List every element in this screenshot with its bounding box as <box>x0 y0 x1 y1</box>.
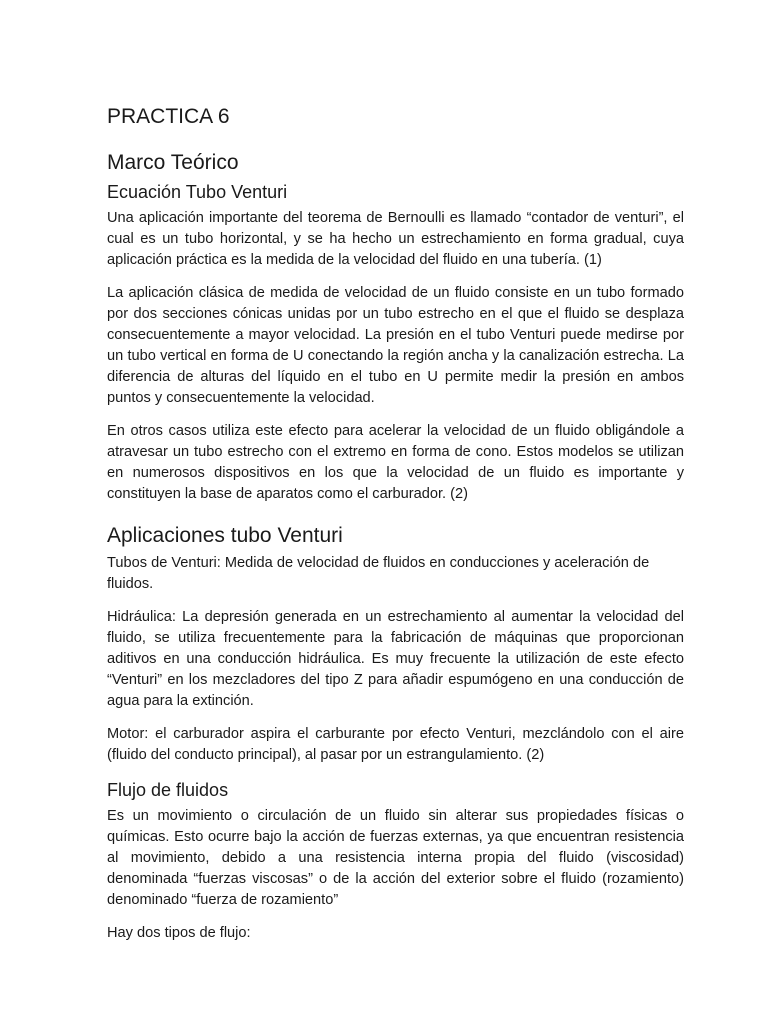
paragraph-flujo-definicion: Es un movimiento o circulación de un fluido sin alterar sus propiedades físicas o químicas. Esto ocurre bajo la acción de fuerzas externas, ya que encuentran resistencia al movimiento, debido a una resistencia interna propia del fluido (viscosidad) denominada “fuerzas viscosas” o de la acción del exterior sobre el fluido (rozamiento) denominado “fuerza de rozamiento” <box>107 808 684 908</box>
section-flujo-fluidos <box>107 778 684 944</box>
subheading-ecuacion-tubo-venturi: Ecuación Tubo Venturi <box>107 182 288 202</box>
document-title: PRACTICA 6 <box>107 105 230 128</box>
paragraph-motor: Motor: el carburador aspira el carburante por efecto Venturi, mezclándolo con el aire (fluido del conducto principal), al pasar por un estrangulamiento. (2) <box>107 726 684 763</box>
paragraph-otros-casos: En otros casos utiliza este efecto para acelerar la velocidad de un fluido obligándole a atravesar un tubo estrecho con el extremo en forma de cono. Estos modelos se utilizan en numerosos dispositivos en los que la velocidad de un fluido es importante y constituyen la base de aparatos como el carburador. (2) <box>107 423 684 502</box>
section-marco-teorico <box>107 150 684 505</box>
paragraph-tubos-venturi: Tubos de Venturi: Medida de velocidad de fluidos en conducciones y aceleración de fluidos. <box>107 555 650 592</box>
section-heading-marco-teorico: Marco Teórico <box>107 151 239 174</box>
section-aplicaciones <box>107 523 684 766</box>
section-heading-aplicaciones: Aplicaciones tubo Venturi <box>107 524 343 547</box>
section-heading-flujo-fluidos: Flujo de fluidos <box>107 780 229 800</box>
paragraph-tipos-flujo: Hay dos tipos de flujo: <box>107 925 251 941</box>
paragraph-hidraulica: Hidráulica: La depresión generada en un estrechamiento al aumentar la velocidad del fluido, se utiliza frecuentemente para la fabricación de máquinas que proporcionan aditivos en una conducción hidráulica. Es muy frecuente la utilización de este efecto “Venturi” en los mezcladores del tipo Z para añadir espumógeno en una conducción de agua para la extinción. <box>107 609 684 709</box>
paragraph-aplicacion-clasica: La aplicación clásica de medida de velocidad de un fluido consiste en un tubo formado por dos secciones cónicas unidas por un tubo estrecho en el que el fluido se desplaza consecuentemente a mayor velocidad. La presión en el tubo Venturi puede medirse por un tubo vertical en forma de U conectando la región ancha y la canalización estrecha. La diferencia de alturas del líquido en el tubo en U permite medir la presión en ambos puntos y consecuentemente la velocidad. <box>107 285 684 406</box>
paragraph-bernoulli: Una aplicación importante del teorema de Bernoulli es llamado “contador de venturi”, el cual es un tubo horizontal, y se ha hecho un estrechamiento en forma gradual, cuya aplicación práctica es la medida de la velocidad del fluido en una tubería. (1) <box>107 210 684 268</box>
